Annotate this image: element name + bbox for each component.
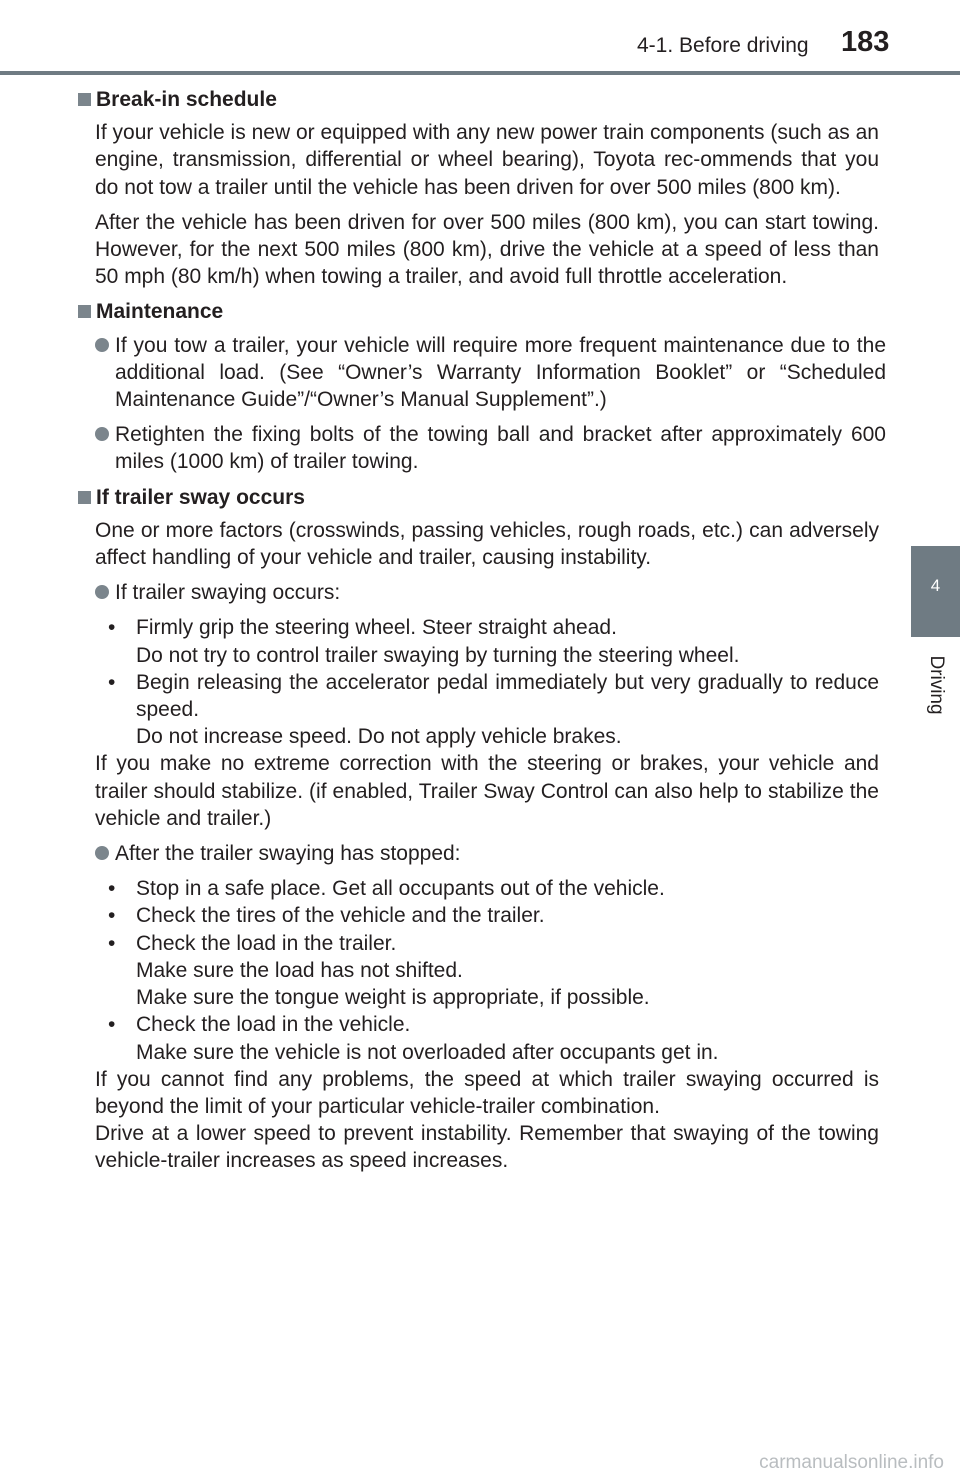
list-item-line: Check the tires of the vehicle and the trailer. bbox=[136, 904, 545, 928]
header-rule bbox=[0, 71, 960, 75]
maintenance-bullet-2 bbox=[78, 421, 886, 475]
page-content bbox=[78, 86, 886, 1183]
maintenance-heading bbox=[78, 298, 886, 325]
section-title: 4-1. Before driving bbox=[637, 34, 809, 57]
sway-occurs-bullet bbox=[78, 579, 886, 606]
dot-bullet: • bbox=[108, 1013, 116, 1037]
list-item-line: Make sure the load has not shifted. bbox=[136, 958, 463, 982]
circle-bullet-icon bbox=[95, 585, 109, 599]
sway-occurs-after: If you make no extreme correction with the steering or brakes, your vehicle and trailer should stabilize. (if enabled, Trailer Sway Control can also help to stabilize the vehicle and trailer.) bbox=[95, 752, 879, 830]
square-bullet-icon bbox=[78, 491, 91, 504]
break-in-title: Break-in schedule bbox=[96, 88, 277, 111]
list-item-line: Begin releasing the accelerator pedal immediately but very gradually to reduce speed. bbox=[136, 670, 879, 722]
break-in-para-1: If your vehicle is new or equipped with any new power train components (such as an engine, transmission, differential or wheel bearing), Toyota rec-ommends that you do not tow a trailer until the vehicle has been driven for over 500 miles (800 km). bbox=[95, 121, 879, 199]
break-in-para-2: After the vehicle has been driven for over 500 miles (800 km), you can start towing. However, for the next 500 miles (800 km), drive the vehicle at a speed of less than 50 mph (80 km/h) when towing a trailer, and avoid full throttle acceleration. bbox=[95, 210, 879, 289]
list-item bbox=[95, 669, 879, 751]
sway-occurs-text: If trailer swaying occurs: bbox=[115, 581, 341, 605]
dot-bullet: • bbox=[108, 904, 116, 928]
sway-stopped-bullet bbox=[78, 840, 886, 867]
dot-bullet: • bbox=[108, 931, 116, 955]
list-item bbox=[95, 930, 879, 1012]
sway-heading bbox=[78, 484, 886, 511]
list-item-line: Check the load in the vehicle. bbox=[136, 1013, 411, 1037]
dot-bullet: • bbox=[108, 616, 116, 640]
list-item bbox=[95, 875, 879, 902]
sway-stopped-list bbox=[95, 875, 879, 1065]
circle-bullet-icon bbox=[95, 427, 109, 441]
square-bullet-icon bbox=[78, 93, 91, 106]
chapter-tab bbox=[911, 546, 960, 637]
square-bullet-icon bbox=[78, 305, 91, 318]
list-item-line: Make sure the tongue weight is appropriate, if possible. bbox=[136, 986, 650, 1010]
circle-bullet-icon bbox=[95, 338, 109, 352]
dot-bullet: • bbox=[108, 877, 116, 901]
chapter-label-wrap bbox=[911, 640, 960, 730]
list-item-line: Make sure the vehicle is not overloaded after occupants get in. bbox=[136, 1040, 719, 1064]
maintenance-bullet-1-text: If you tow a trailer, your vehicle will require more frequent maintenance due to the additional load. (See “Owner’s Warranty Information Booklet” or “Scheduled Maintenance Guide”/“Owner’s Manual Supplement”.) bbox=[115, 333, 886, 412]
maintenance-bullet-1 bbox=[78, 332, 886, 414]
chapter-label: Driving bbox=[925, 655, 947, 715]
list-item bbox=[95, 902, 879, 929]
circle-bullet-icon bbox=[95, 846, 109, 860]
sway-stopped-text: After the trailer swaying has stopped: bbox=[115, 842, 461, 866]
maintenance-bullet-2-text: Retighten the fixing bolts of the towing ball and bracket after approximately 600 miles (1000 km) of trailer towing. bbox=[115, 423, 886, 474]
list-item bbox=[95, 1011, 879, 1065]
list-item-line: Stop in a safe place. Get all occupants out of the vehicle. bbox=[136, 877, 665, 901]
page-number: 183 bbox=[841, 26, 890, 58]
sway-title: If trailer sway occurs bbox=[96, 485, 305, 509]
list-item-line: Check the load in the trailer. bbox=[136, 931, 397, 955]
sway-occurs-list bbox=[95, 614, 879, 750]
list-item bbox=[95, 614, 879, 668]
break-in-heading bbox=[78, 86, 886, 113]
sway-intro: One or more factors (crosswinds, passing vehicles, rough roads, etc.) can adversely affect handling of your vehicle and trailer, causing instability. bbox=[95, 518, 879, 570]
watermark: carmanualsonline.info bbox=[759, 1452, 944, 1473]
sway-closing-2: Drive at a lower speed to prevent instability. Remember that swaying of the towing vehicle-trailer increases as speed increases. bbox=[95, 1122, 879, 1173]
sway-closing-1: If you cannot find any problems, the speed at which trailer swaying occurred is beyond the limit of your particular vehicle-trailer combination. bbox=[95, 1067, 879, 1118]
chapter-number: 4 bbox=[930, 576, 941, 595]
dot-bullet: • bbox=[108, 670, 116, 694]
list-item-line: Firmly grip the steering wheel. Steer straight ahead. bbox=[136, 616, 617, 640]
list-item-line: Do not try to control trailer swaying by turning the steering wheel. bbox=[136, 643, 740, 667]
list-item-line: Do not increase speed. Do not apply vehicle brakes. bbox=[136, 725, 622, 749]
maintenance-title: Maintenance bbox=[96, 300, 224, 324]
